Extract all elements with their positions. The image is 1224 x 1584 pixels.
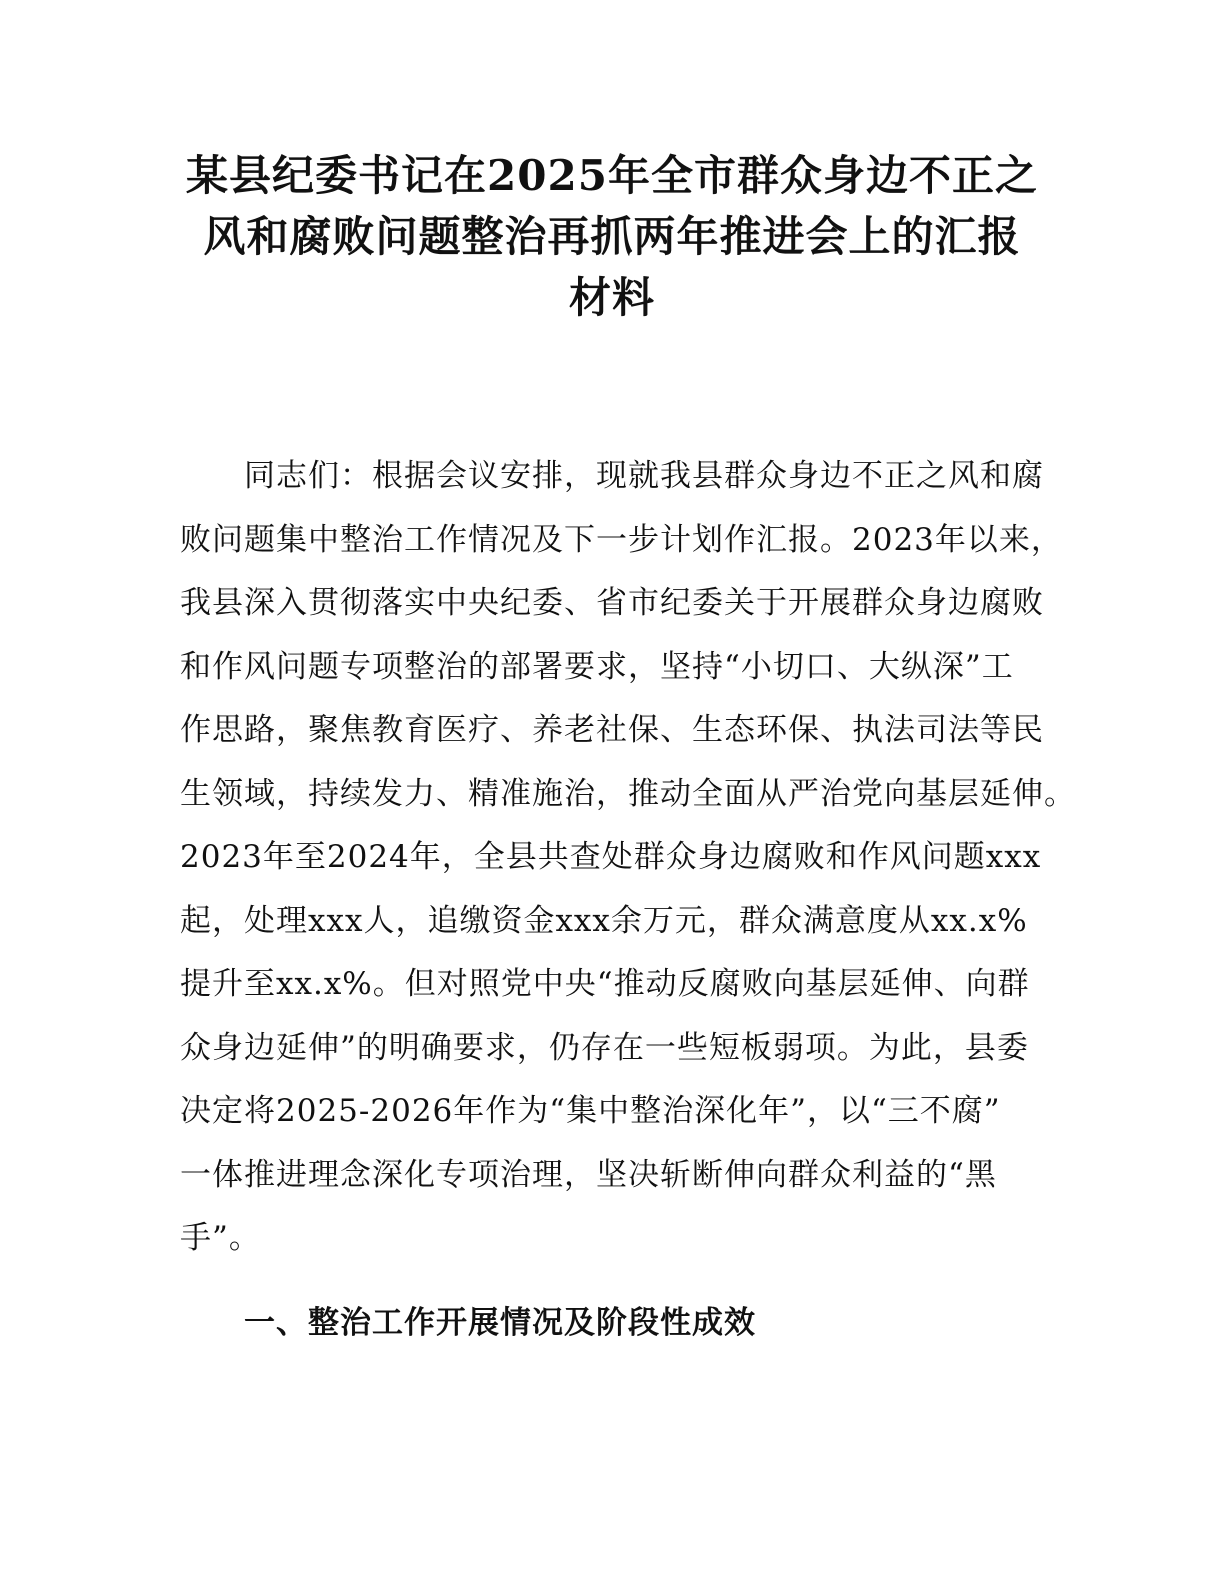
intro-paragraph [180,445,1076,1271]
paragraph-line-3: 我县深入贯彻落实中央纪委、省市纪委关于开展群众身边腐败 [180,585,1044,621]
paragraph-line-2: 败问题集中整治工作情况及下一步计划作汇报。2023年以来， [180,521,1063,558]
paragraph-line-11: 决定将2025-2026年作为“集中整治深化年”，以“三不腐” [180,1093,1001,1129]
paragraph-line-4: 和作风问题专项整治的部署要求，坚持“小切口、大纵深”工 [180,648,1014,685]
paragraph-line-13: 手”。 [180,1220,261,1256]
document-title [150,145,1074,328]
title-line-2: 风和腐败问题整治再抓两年推进会上的汇报 [203,212,1021,261]
paragraph-line-10: 众身边延伸”的明确要求，仍存在一些短板弱项。为此，县委 [180,1029,1029,1066]
paragraph-line-9: 提升至xx.x%。但对照党中央“推动反腐败向基层延伸、向群 [180,966,1030,1002]
paragraph-line-6: 生领域，持续发力、精准施治，推动全面从严治党向基层延伸。 [180,775,1076,812]
title-line-1: 某县纪委书记在2025年全市群众身边不正之 [186,151,1038,200]
paragraph-line-1: 同志们：根据会议安排，现就我县群众身边不正之风和腐 [244,458,1044,494]
section-heading: 一、整治工作开展情况及阶段性成效 [244,1305,756,1341]
paragraph-line-12: 一体推进理念深化专项治理，坚决斩断伸向群众利益的“黑 [180,1156,997,1193]
paragraph-line-5: 作思路，聚焦教育医疗、养老社保、生态环保、执法司法等民 [180,712,1044,748]
paragraph-line-8: 起，处理xxx人，追缴资金xxx余万元，群众满意度从xx.x% [180,902,1028,939]
paragraph-line-7: 2023年至2024年，全县共查处群众身边腐败和作风问题xxx [180,839,1042,875]
title-line-3: 材料 [568,273,655,322]
